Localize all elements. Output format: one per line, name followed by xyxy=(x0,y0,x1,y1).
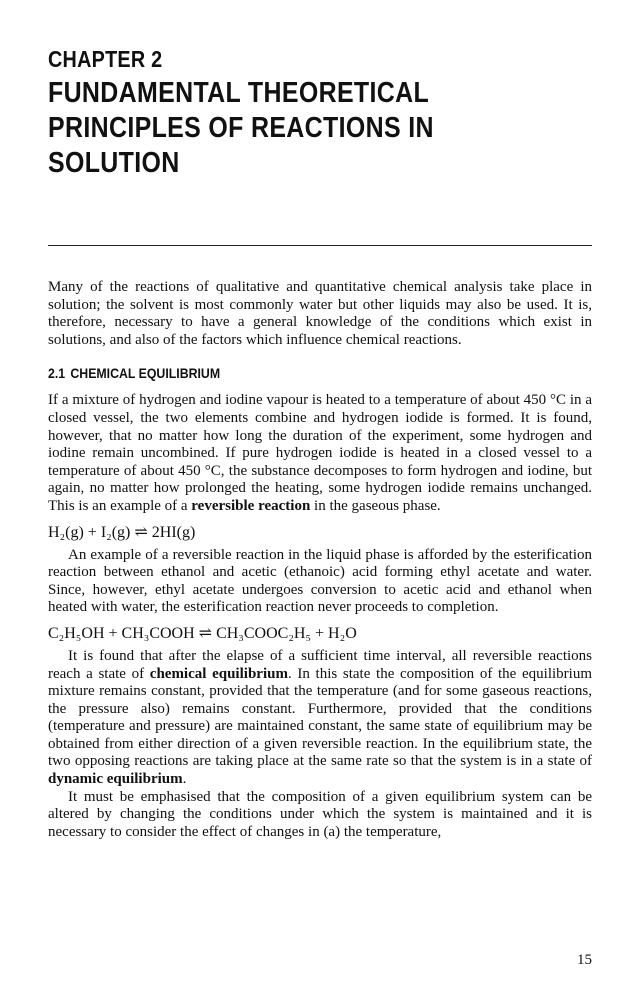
equation-2: C₂H₅OH + CH₃COOH ⇌ CH₃COOC₂H₅ + H₂O xyxy=(48,624,357,642)
page-body xyxy=(48,279,592,841)
section-heading xyxy=(48,365,527,382)
paragraph-3-text-b: . In this state the composition of the equilibrium mixture remains constant, provided that the temperature (and for some gaseous reactions, the pressure also) remains constant. Furthermore, provided that the conditions (temperature and pressure) are maintained constant, the same state of equilibrium may be obtained from either direction of a given reversible reaction. In the equilibrium state, the two opposing reactions are taking place at the same rate so that the system is in a state of xyxy=(48,665,592,770)
paragraph-3 xyxy=(48,648,592,789)
term-dynamic-equilibrium: dynamic equilibrium xyxy=(48,771,183,788)
chapter-heading xyxy=(48,46,530,181)
intro-paragraph: Many of the reactions of qualitative and quantitative chemical analysis take place in solution; the solvent is most commonly water but other liquids may also be used. It is, therefore, necessary to have a general knowledge of the conditions which exist in solutions, and also of the factors which influence chemical reactions. xyxy=(48,279,592,348)
section-title: CHEMICAL EQUILIBRIUM xyxy=(70,365,221,382)
page-number: 15 xyxy=(577,952,592,968)
paragraph-2: An example of a reversible reaction in the liquid phase is afforded by the esterification reaction between ethanol and acetic (ethanoic) acid forming ethyl acetate and water. Since, however, ethyl acetate undergoes conversion to acetic acid and ethanol when heated with water, the esterification reaction never proceeds to completion. xyxy=(48,546,592,616)
term-chemical-equilibrium: chemical equilibrium xyxy=(149,665,288,682)
paragraph-1-text-b: in the gaseous phase. xyxy=(310,497,441,514)
chapter-title-line-3: SOLUTION xyxy=(48,147,180,179)
chapter-title-line-2: PRINCIPLES OF REACTIONS IN xyxy=(48,112,434,144)
paragraph-3-text-a: It is found that after the elapse of a sufficient time interval, all reversible reactions reach a state of xyxy=(48,647,592,682)
chapter-label: CHAPTER 2 xyxy=(48,46,163,72)
paragraph-3-text-c: . xyxy=(182,771,187,788)
chapter-title xyxy=(48,76,530,181)
section-number: 2.1 xyxy=(48,365,66,382)
paragraph-1-text-a: If a mixture of hydrogen and iodine vapour is heated to a temperature of about 450 °C in a closed vessel, the two elements combine and hydrogen iodide is formed. It is found, however, that no matter how long the duration of the experiment, some hydrogen and iodine remain uncombined. If pure hydrogen iodide is heated in a closed vessel to a temperature of about 450 °C, the substance decomposes to form hydrogen and iodine, but again, no matter how prolonged the heating, some hydrogen iodide remains unchanged. This is an example of a xyxy=(48,392,592,514)
chapter-title-line-1: FUNDAMENTAL THEORETICAL xyxy=(48,77,430,109)
term-reversible-reaction: reversible reaction xyxy=(191,497,311,514)
paragraph-1 xyxy=(48,392,592,515)
paragraph-4: It must be emphasised that the composition of a given equilibrium system can be altered by changing the conditions under which the system is maintained and it is necessary to consider the effect of changes in (a) the temperature, xyxy=(48,788,592,840)
horizontal-rule xyxy=(48,245,592,246)
equation-1: H₂(g) + I₂(g) ⇌ 2HI(g) xyxy=(48,523,196,541)
